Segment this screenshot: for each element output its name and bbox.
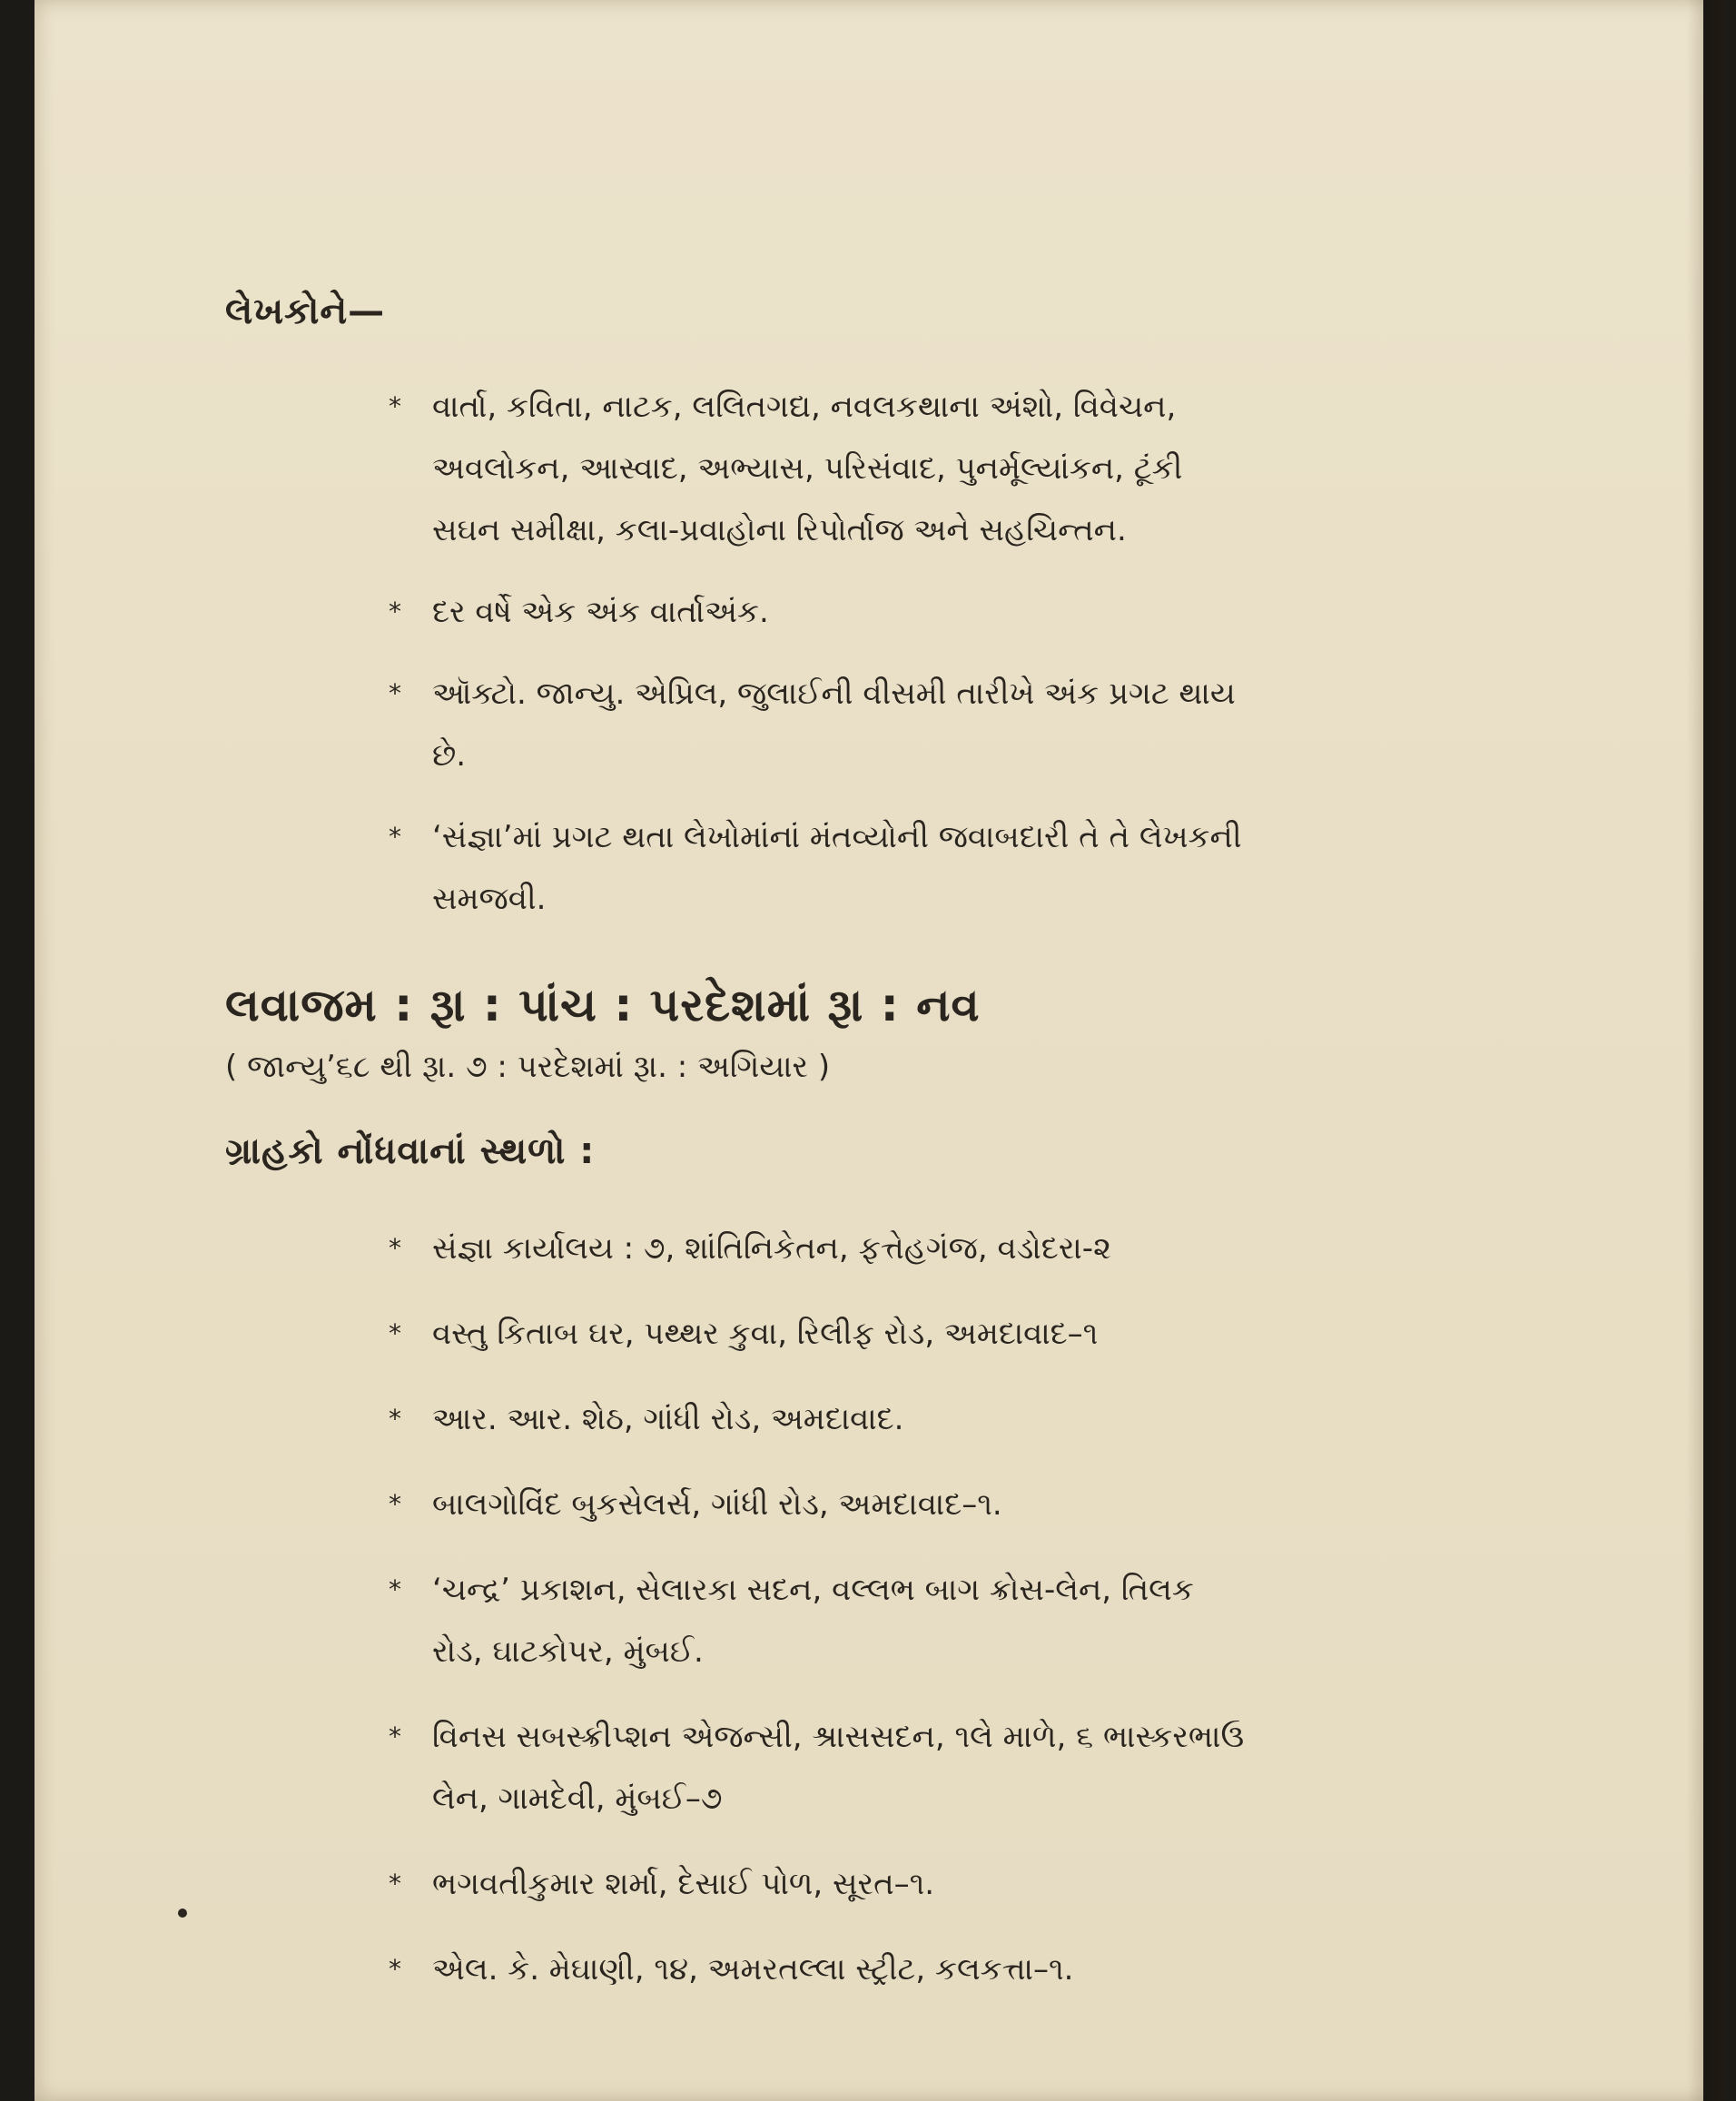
writers-list: [225, 376, 1251, 930]
registration-list: [225, 1218, 1251, 2000]
torn-page-edge: [1703, 0, 1723, 2101]
registration-item-text: એલ. કે. મેઘાણી, ૧૪, અમરતલ્લા સ્ટ્રીટ, કલકત્તા–૧.: [432, 1951, 1074, 1988]
subscription-fee-note: ( જાન્યુ’૬૮ થી રૂા. ૭ : પરદેશમાં રૂા. : અગિયાર ): [225, 1049, 831, 1085]
registration-item: [389, 1938, 1251, 2000]
asterisk-bullet: *: [389, 1233, 401, 1263]
registration-item-text: બાલગોવિંદ બુકસેલર્સ, ગાંધી રોડ, અમદાવાદ–૧.: [432, 1486, 1002, 1523]
asterisk-bullet: *: [389, 1574, 401, 1604]
asterisk-bullet: *: [389, 1404, 401, 1434]
asterisk-bullet: *: [389, 1869, 401, 1899]
writers-item: [389, 581, 1251, 643]
writers-item-text: દર વર્ષે એક અંક વાર્તાઅંક.: [432, 594, 769, 630]
registration-item-text: આર. આર. શેઠ, ગાંધી રોડ, અમદાવાદ.: [432, 1401, 904, 1437]
asterisk-bullet: *: [389, 1954, 401, 1984]
ink-dot: [178, 1909, 187, 1918]
registration-item: [389, 1559, 1251, 1682]
registration-item-text: ‘ચન્દ્ર’ પ્રકાશન, સેલારકા સદન, વલ્લભ બાગ ક્રોસ-લેન, તિલક રોડ, ઘાટકોપર, મુંબઈ.: [432, 1572, 1194, 1670]
writers-item-text: ‘સંજ્ઞા’માં પ્રગટ થતા લેખોમાંનાં મંતવ્યોની જવાબદારી તે તે લેખકની સમજવી.: [432, 819, 1242, 917]
registration-item: [389, 1853, 1251, 1915]
registration-item-text: વિનસ સબસ્ક્રીપ્શન એજન્સી, શ્રાસસદન, ૧લે માળે, ૬ ભાસ્કરભાઉ લેન, ગામદેવી, મુંબઈ–૭: [432, 1719, 1245, 1817]
asterisk-bullet: *: [389, 391, 401, 421]
content-area: [225, 291, 1251, 2024]
document-page: [35, 0, 1723, 2101]
registration-heading: ગ્રાહકો નોંધવાનાં સ્થળો :: [225, 1130, 596, 1172]
registration-item: [389, 1706, 1251, 1830]
registration-item: [389, 1388, 1251, 1450]
subscription-fee: લવાજમ : રૂા : પાંચ : પરદેશમાં રૂા : નવ: [225, 979, 981, 1031]
asterisk-bullet: *: [389, 1489, 401, 1519]
writers-item-text: ઑક્ટો. જાન્યુ. એપ્રિલ, જુલાઈની વીસમી તારીખે અંક પ્રગટ થાય છે.: [432, 676, 1236, 774]
registration-item-text: ભગવતીકુમાર શર્મા, દેસાઈ પોળ, સૂરત–૧.: [432, 1866, 935, 1902]
asterisk-bullet: *: [389, 597, 401, 626]
writers-item: [389, 376, 1251, 561]
registration-item: [389, 1303, 1251, 1365]
asterisk-bullet: *: [389, 1318, 401, 1348]
writers-item: [389, 806, 1251, 930]
registration-item: [389, 1218, 1251, 1279]
asterisk-bullet: *: [389, 678, 401, 708]
asterisk-bullet: *: [389, 822, 401, 852]
writers-heading: લેખકોને—: [225, 291, 386, 332]
registration-item-text: વસ્તુ કિતાબ ઘર, પથ્થર કુવા, રિલીફ રોડ, અમદાવાદ–૧: [432, 1316, 1099, 1352]
asterisk-bullet: *: [389, 1721, 401, 1751]
writers-item: [389, 663, 1251, 786]
writers-item-text: વાર્તા, કવિતા, નાટક, લલિતગદ્ય, નવલકથાના અંશો, વિવેચન, અવલોકન, આસ્વાદ, અભ્યાસ, પરિસંવાદ, પુનર્મૂલ્યાંકન, ટૂંકી સઘન સમીક્ષા, કલા-પ્રવાહોના રિપોર્તાજ અને સહચિન્તન.: [432, 389, 1183, 548]
registration-item-text: સંજ્ઞા કાર્યાલય : ૭, શાંતિનિકેતન, ફત્તેહગંજ, વડોદરા-૨: [432, 1230, 1111, 1267]
registration-item: [389, 1474, 1251, 1535]
